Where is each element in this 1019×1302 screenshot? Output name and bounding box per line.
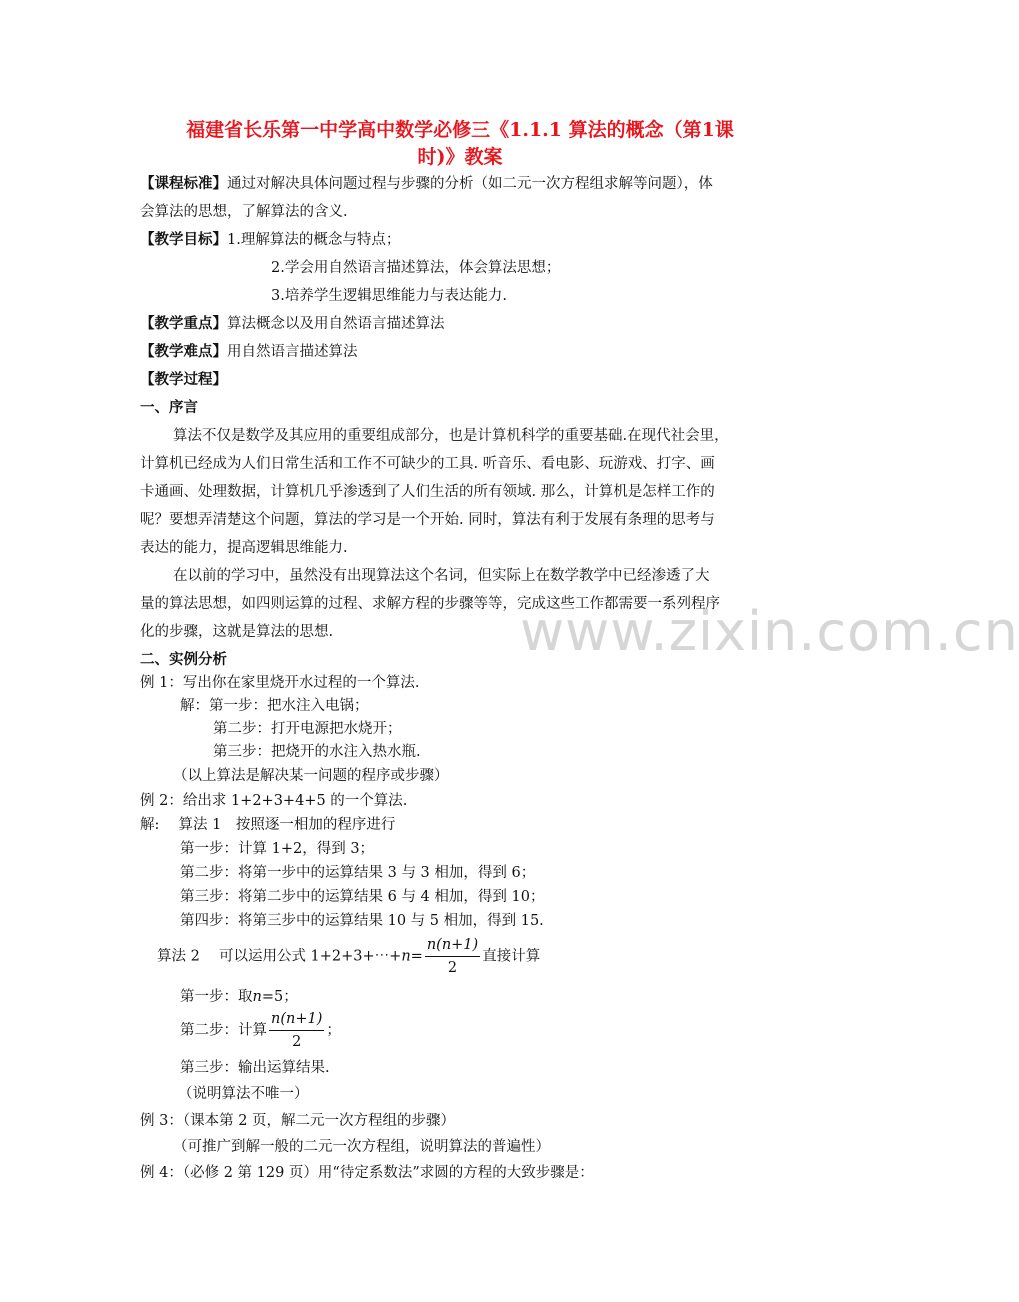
ex2-note: （说明算法不唯一）	[178, 1086, 309, 1102]
section1-p1-line-1: 算法不仅是数学及其应用的重要组成部分，也是计算机科学的重要基础.在现代社会里，	[173, 428, 729, 444]
section1-p2-line-1: 在以前的学习中，虽然没有出现算法这个名词，但实际上在数学教学中已经渗透了大	[173, 568, 710, 584]
ex2-alg1-step-3: 第三步：将第二步中的运算结果 6 与 4 相加，得到 10；	[180, 889, 545, 905]
ex2-alg2-step-1-suffix: =5；	[261, 989, 298, 1005]
goal-item-3: 3.培养学生逻辑思维能力与表达能力.	[271, 288, 507, 304]
step2-denominator: 2	[292, 1034, 302, 1050]
standard-line-1	[140, 172, 790, 196]
process-label: 【教学过程】	[140, 371, 227, 388]
section1-p1-line-3: 卡通画、处理数据，计算机几乎渗透到了人们生活的所有领域. 那么，计算机是怎样工作的	[140, 484, 715, 500]
ex3-title: 例 3：（课本第 2 页，解二元一次方程组的步骤）	[140, 1113, 456, 1129]
ex2-alg1-step-4: 第四步：将第三步中的运算结果 10 与 5 相加，得到 15.	[180, 913, 544, 929]
difficulty-label: 【教学难点】	[140, 343, 227, 360]
ex2-alg2-step-1	[180, 985, 830, 1009]
ex2-alg2-suffix: 直接计算	[482, 948, 541, 965]
ex2-alg2-prefix: 算法 2 可以运用公式 1+2+3+⋯+	[157, 948, 402, 965]
section2-heading: 二、实例分析	[140, 651, 227, 668]
section1-heading: 一、序言	[140, 399, 198, 416]
section1-p1-line-4: 呢？要想弄清楚这个问题，算法的学习是一个开始. 同时，算法有利于发展有条理的思考与	[140, 512, 715, 528]
ex1-title: 例 1：写出你在家里烧开水过程的一个算法.	[140, 675, 420, 691]
difficulty-text: 用自然语言描述算法	[227, 344, 358, 360]
formula-denominator: 2	[447, 960, 458, 976]
ex2-title: 例 2：给出求 1+2+3+4+5 的一个算法.	[140, 793, 408, 809]
ex2-alg2-eq: =	[410, 948, 423, 965]
title-line-1: 福建省长乐第一中学高中数学必修三《1.1.1 算法的概念（第1课	[186, 119, 734, 141]
ex2-alg2-step-2-suffix: ；	[326, 1022, 341, 1039]
section1-p2-line-3: 化的步骤，这就是算法的思想.	[140, 624, 334, 640]
goals-label: 【教学目标】	[140, 231, 227, 248]
title-line-2: 时)》教案	[417, 146, 503, 168]
ex2-alg1: 解: 算法 1 按照逐一相加的程序进行	[140, 817, 396, 833]
ex3-note: （可推广到解一般的二元一次方程组，说明算法的普遍性）	[173, 1139, 550, 1155]
difficulty-line	[140, 340, 790, 364]
watermark: www.zixin.com.cn	[520, 600, 1019, 663]
goal-item-1: 1.理解算法的概念与特点；	[227, 232, 401, 248]
ex2-alg1-step-2: 第二步：将第一步中的运算结果 3 与 3 相加，得到 6；	[180, 865, 536, 881]
ex4-title: 例 4：（必修 2 第 129 页）用“待定系数法”求圆的方程的大致步骤是：	[140, 1165, 594, 1181]
section1-p1-line-2: 计算机已经成为人们日常生活和工作不可缺少的工具. 听音乐、看电影、玩游戏、打字、画	[140, 456, 715, 472]
ex2-alg2-var: n	[401, 948, 411, 965]
ex1-step-1: 解：第一步：把水注入电锅；	[180, 698, 369, 714]
formula-fraction	[425, 934, 480, 979]
ex2-alg2-step-2-prefix: 第二步：计算	[180, 1022, 267, 1039]
section1-p2-line-2: 量的算法思想，如四则运算的过程、求解方程的步骤等等，完成这些工作都需要一系列程序	[140, 596, 720, 612]
ex2-alg2-line	[157, 934, 807, 979]
key-point-line	[140, 312, 790, 336]
key-point-label: 【教学重点】	[140, 315, 227, 332]
step2-fraction	[269, 1008, 324, 1053]
goals-line-1	[140, 228, 790, 252]
ex2-alg2-step-2	[180, 1008, 830, 1053]
section1-p1-line-5: 表达的能力，提高逻辑思维能力.	[140, 540, 348, 556]
ex2-alg2-step-1-var: n	[252, 989, 262, 1005]
ex1-step-3: 第三步：把烧开的水注入热水瓶.	[213, 744, 421, 760]
key-point-text: 算法概念以及用自然语言描述算法	[227, 316, 445, 332]
step2-numerator: n(n+1)	[269, 1008, 324, 1031]
goal-item-2: 2.学会用自然语言描述算法，体会算法思想；	[271, 260, 561, 276]
ex2-alg2-step-1-prefix: 第一步：取	[180, 989, 253, 1005]
ex2-alg2-step-3: 第三步：输出运算结果.	[180, 1060, 330, 1076]
formula-numerator: n(n+1)	[425, 934, 480, 957]
standard-text-2: 会算法的思想，了解算法的含义.	[140, 204, 348, 220]
standard-text-1: 通过对解决具体问题过程与步骤的分析（如二元一次方程组求解等问题），体	[227, 176, 713, 192]
ex2-alg1-step-1: 第一步：计算 1+2，得到 3；	[180, 841, 375, 857]
ex1-step-2: 第二步：打开电源把水烧开；	[213, 721, 402, 737]
ex1-note: （以上算法是解决某一问题的程序或步骤）	[173, 768, 449, 784]
standard-label: 【课程标准】	[140, 175, 227, 192]
